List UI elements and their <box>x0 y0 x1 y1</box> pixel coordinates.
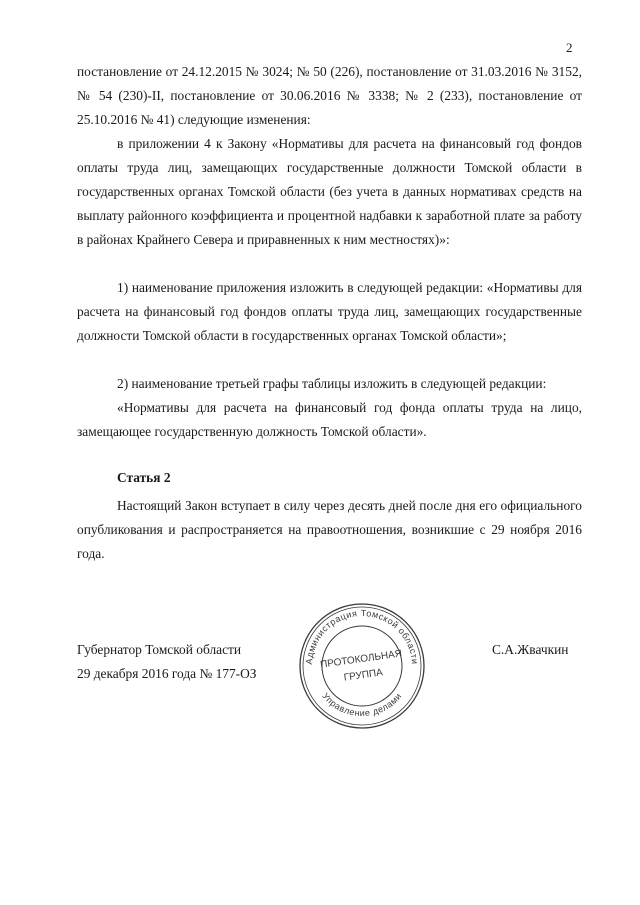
signature-block <box>77 638 257 686</box>
paragraph-intro: постановление от 24.12.2015 № 3024; № 50 (226), постановление от 31.03.2016 № 3152, № 54 (230)-II, постановление от 30.06.2016 № 3338; № 2 (233), постановление от 25.10.2016 № 41) следующие изменения: <box>77 64 582 127</box>
paragraph-changes: в приложении 4 к Закону «Нормативы для расчета на финансовый год фондов оплаты труда лиц, замещающих государственные должности Томской области в государственных органах Томской области (без учета в данных нормативах средств на выплату районного коэффициента и процентной надбавки к заработной плате за работу в районах Крайнего Севера и приравненных к ним местностях)»: <box>77 136 582 247</box>
signature-name: С.А.Жвачкин <box>492 642 569 657</box>
page-number: 2 <box>566 40 573 55</box>
article-heading: Статья 2 <box>117 470 171 485</box>
stamp-outer-text: Администрация Томской области <box>303 607 421 665</box>
signature-title: Губернатор Томской области <box>77 642 242 657</box>
paragraph-item-2: 2) наименование третьей графы таблицы изложить в следующей редакции: <box>117 376 547 391</box>
paragraph-article-2: Настоящий Закон вступает в силу через десять дней после дня его официального опубликования и распространяется на правоотношения, возникшие с 29 ноября 2016 года. <box>77 498 582 561</box>
stamp-graphic <box>296 600 428 732</box>
official-stamp <box>296 600 428 732</box>
paragraph-item-2-text: «Нормативы для расчета на финансовый год фонда оплаты труда на лицо, замещающее государственную должность Томской области». <box>77 400 582 439</box>
signature-date-number: 29 декабря 2016 года № 177-ОЗ <box>77 666 257 681</box>
stamp-bottom-text: Управление делами <box>320 690 404 719</box>
stamp-center-line-2: ГРУППА <box>343 667 384 684</box>
paragraph-item-1: 1) наименование приложения изложить в следующей редакции: «Нормативы для расчета на финансовый год фондов оплаты труда лиц, замещающих государственные должности Томской области в государственных органах Томской области»; <box>77 280 582 343</box>
stamp-center-line-1: ПРОТОКОЛЬНАЯ <box>319 648 403 671</box>
